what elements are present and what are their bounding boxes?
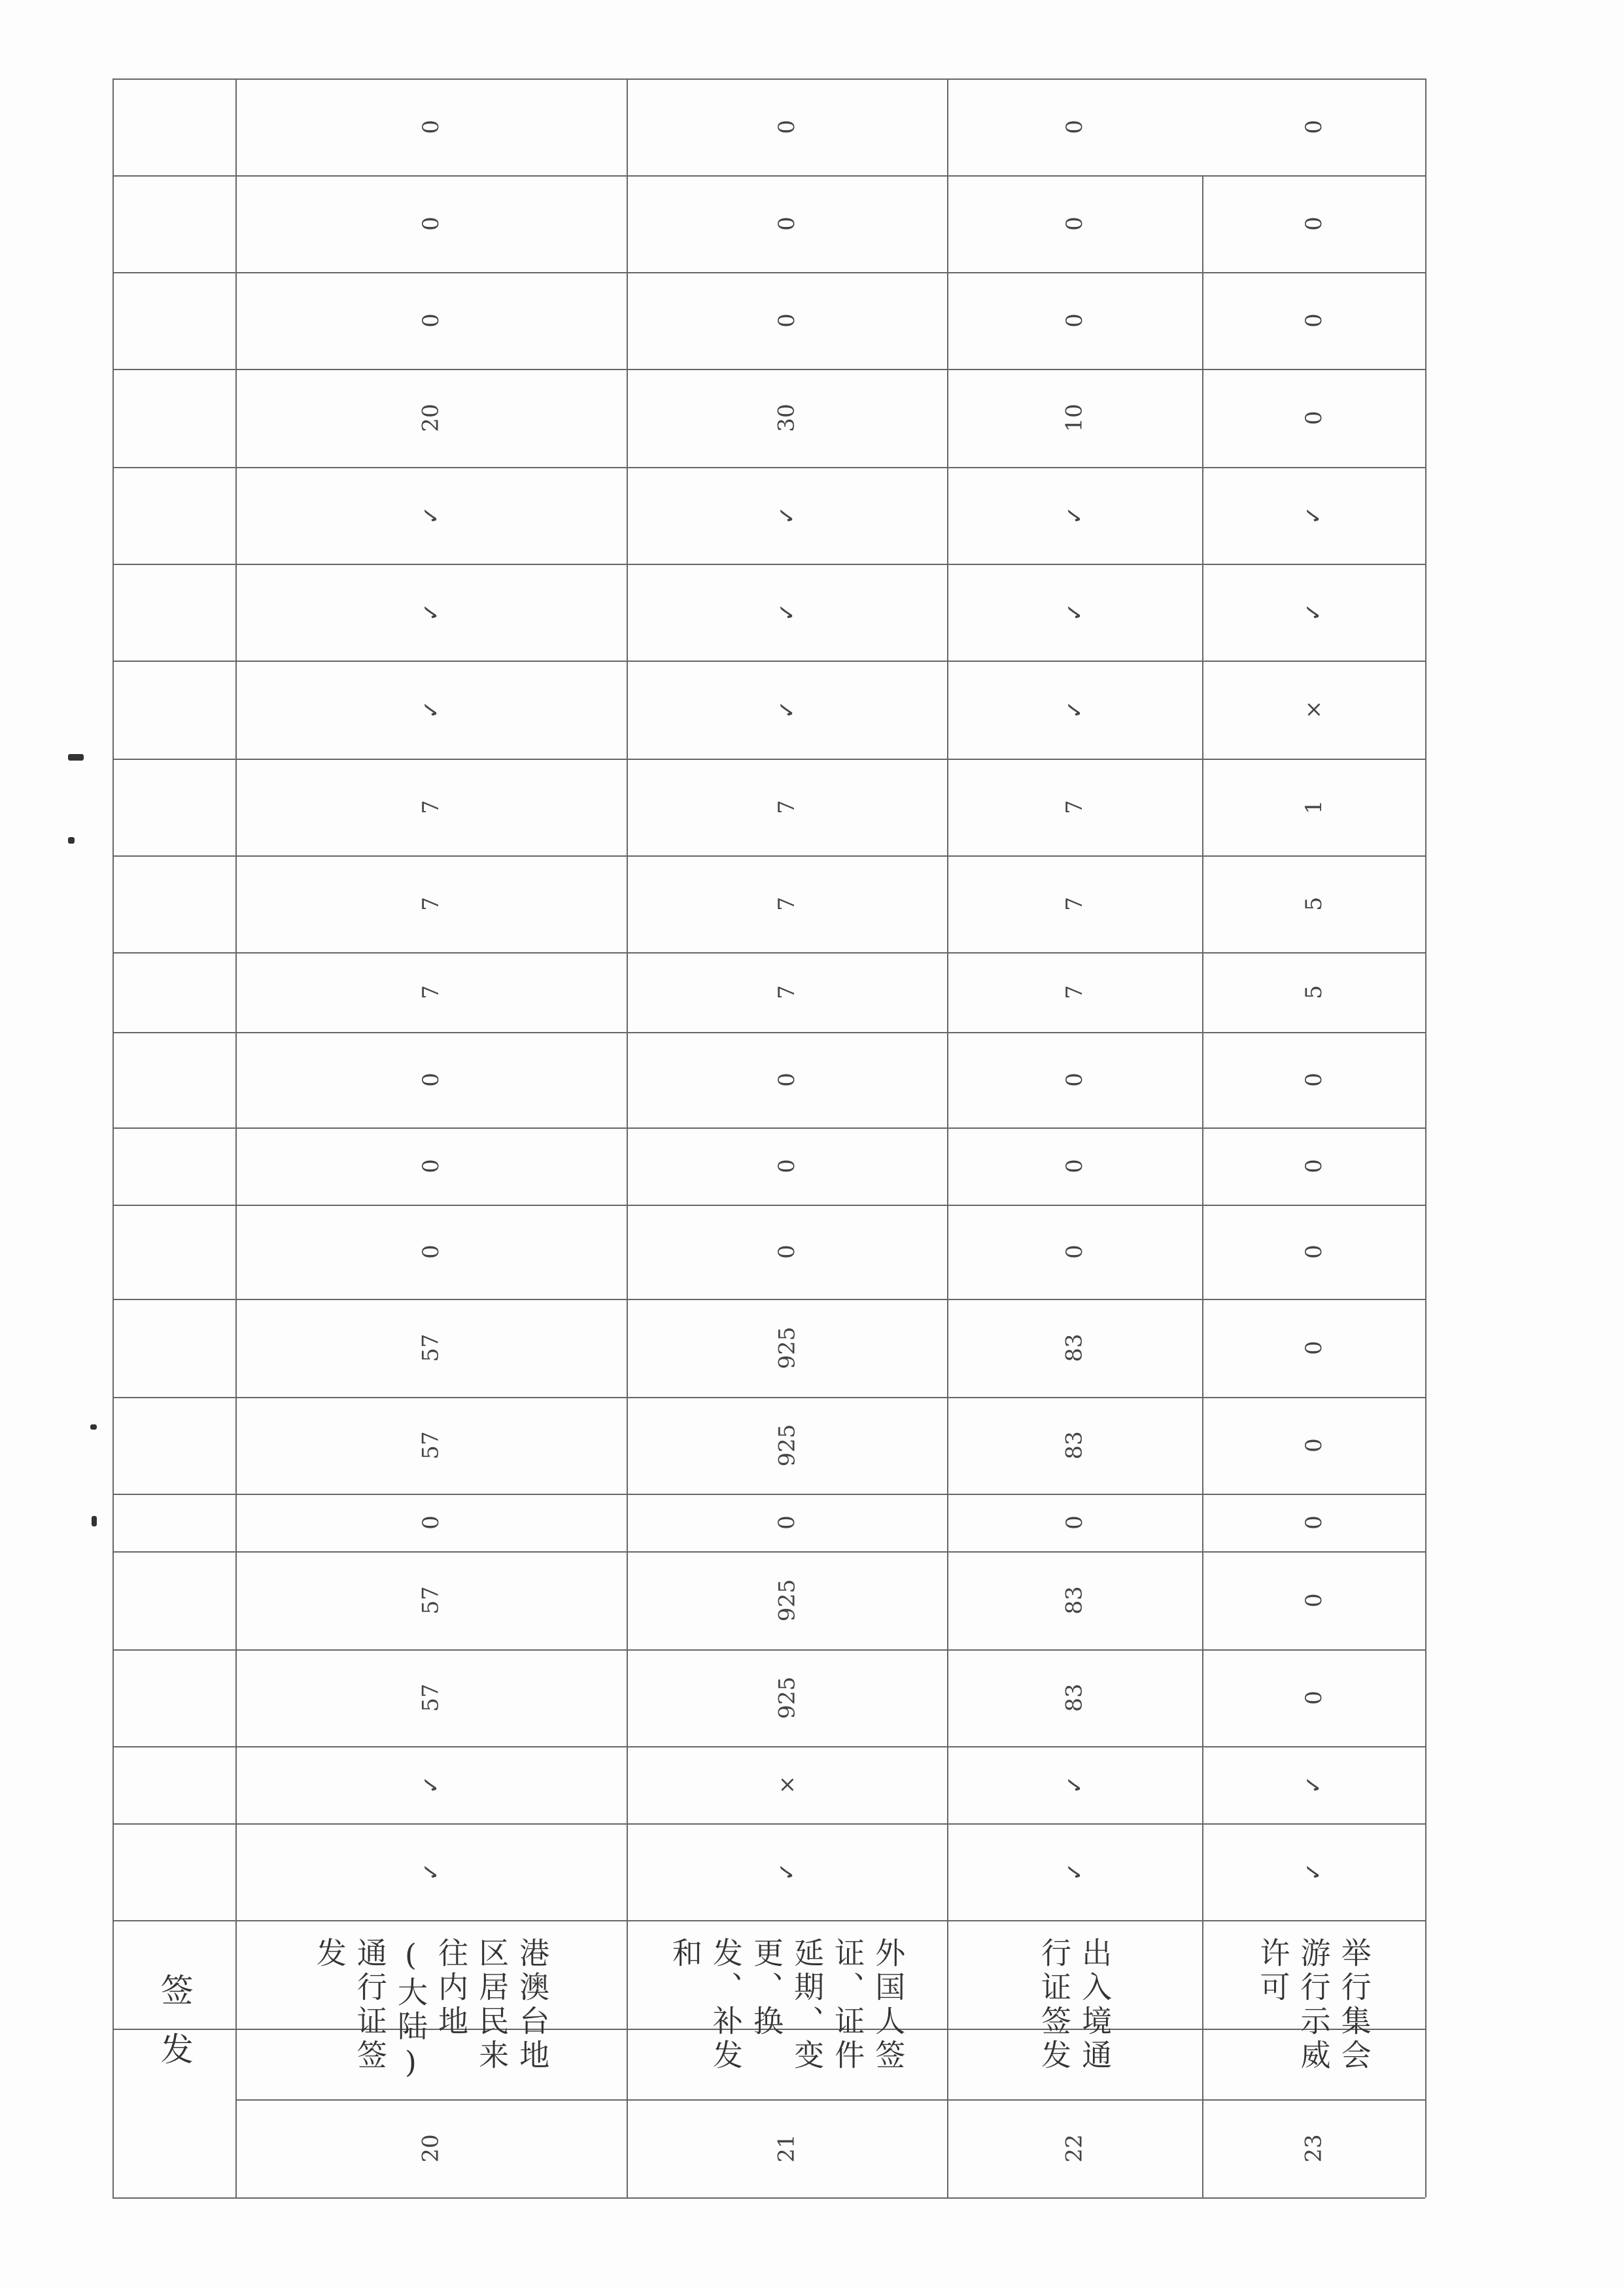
item-index-cell <box>1202 2099 1425 2197</box>
table-cell-value: ✓ <box>1062 1775 1088 1795</box>
table-cell <box>947 1205 1202 1299</box>
table-cell-value: 5 <box>1300 985 1327 999</box>
table-cell-value: 0 <box>417 1073 444 1087</box>
table-cell-value: 7 <box>773 897 800 911</box>
scan-speck <box>68 837 75 844</box>
table-cell-value: ✓ <box>1062 506 1088 525</box>
table-cell <box>1202 1397 1425 1494</box>
table-cell <box>235 1299 627 1397</box>
table-cell-value: 83 <box>1061 1431 1088 1460</box>
table-cell-value: 0 <box>773 313 800 328</box>
table-cell <box>627 759 947 855</box>
item-index: 23 <box>1300 2134 1327 2163</box>
table-cell-value: 57 <box>417 1586 444 1615</box>
table-cell <box>1202 369 1425 467</box>
item-name: 举行集会游行示威许可 <box>1255 1937 1372 2073</box>
table-cell-value: × <box>1300 700 1327 719</box>
table-cell-value: ✓ <box>774 700 800 719</box>
table-cell <box>235 272 627 369</box>
table-cell <box>235 564 627 661</box>
table-cell-value: 20 <box>417 404 444 432</box>
scan-speck <box>92 1516 97 1526</box>
table-cell-value: 0 <box>1300 313 1327 328</box>
table-cell-value: ✓ <box>418 700 444 719</box>
table-cell <box>627 1397 947 1494</box>
table-cell-value: ✓ <box>1062 602 1088 622</box>
table-cell <box>947 1746 1202 1823</box>
table-cell-value: 0 <box>1061 1515 1088 1530</box>
scan-speck <box>68 754 84 761</box>
table-cell-value: 57 <box>417 1333 444 1362</box>
item-name-cell <box>627 1937 947 2094</box>
table-cell-value: 7 <box>417 897 444 911</box>
table-cell <box>235 1551 627 1649</box>
header-label-cell <box>112 1937 235 2127</box>
table-row-rule <box>112 1920 1425 1921</box>
item-index: 20 <box>417 2134 444 2163</box>
table-cell <box>627 175 947 272</box>
table-cell <box>1202 759 1425 855</box>
table-cell-value: 0 <box>773 1515 800 1530</box>
table-cell <box>1202 564 1425 661</box>
table-cell-value: 0 <box>1300 1073 1327 1087</box>
table-cell-value: ✓ <box>1300 602 1327 622</box>
table-cell <box>1202 1127 1425 1205</box>
table-cell <box>235 1823 627 1920</box>
table-cell-value: 0 <box>773 1073 800 1087</box>
table-cell <box>1202 272 1425 369</box>
table-cell <box>235 1746 627 1823</box>
table-cell-value: 10 <box>1061 404 1088 432</box>
item-name-cell <box>947 1937 1202 2094</box>
table-cell-value: 925 <box>774 1676 800 1719</box>
table-cell-value: ✓ <box>418 1775 444 1795</box>
table-cell <box>627 564 947 661</box>
table-cell <box>1202 1823 1425 1920</box>
table-cell <box>627 1649 947 1746</box>
table-cell <box>1202 1494 1425 1551</box>
table-cell <box>1202 661 1425 759</box>
table-cell-value: 0 <box>773 1159 800 1173</box>
table-cell <box>1202 467 1425 564</box>
table-cell <box>627 467 947 564</box>
table-cell-value: ✓ <box>418 1862 444 1882</box>
table-cell <box>1202 1205 1425 1299</box>
table-cell <box>1202 952 1425 1032</box>
table-cell <box>1202 855 1425 952</box>
table-cell-value: 57 <box>417 1431 444 1460</box>
table-cell-value: ✓ <box>774 602 800 622</box>
table-cell-value: 0 <box>417 120 444 134</box>
table-cell <box>235 661 627 759</box>
item-name-cell <box>1202 1937 1425 2094</box>
table-cell <box>627 1746 947 1823</box>
table-cell <box>627 369 947 467</box>
table-cell-value: 83 <box>1061 1333 1088 1362</box>
table-cell <box>947 1551 1202 1649</box>
table-cell-value: 7 <box>1061 985 1088 999</box>
table-cell <box>235 759 627 855</box>
table-cell <box>947 1823 1202 1920</box>
table-cell <box>235 78 627 175</box>
table-cell-value: 0 <box>1300 1438 1327 1453</box>
table-cell-value: 7 <box>417 985 444 999</box>
table-cell <box>947 661 1202 759</box>
table-cell <box>947 564 1202 661</box>
table-cell <box>947 272 1202 369</box>
table-cell <box>627 1032 947 1127</box>
table-cell-value: ✓ <box>418 506 444 525</box>
table-cell-value: 0 <box>1061 1159 1088 1173</box>
table-cell <box>947 1127 1202 1205</box>
table-cell-value: ✓ <box>774 506 800 525</box>
table-cell <box>235 1649 627 1746</box>
table-cell <box>947 1649 1202 1746</box>
scan-speck <box>90 1424 97 1430</box>
table-cell <box>947 175 1202 272</box>
table-cell <box>627 78 947 175</box>
table-cell <box>947 78 1202 175</box>
table-cell-value: 0 <box>1300 1691 1327 1705</box>
table-cell <box>1202 1746 1425 1823</box>
item-name: 外国人签证、证件延期、变更、换发、补发和 <box>667 1937 907 2073</box>
table-cell-value: 0 <box>1300 1245 1327 1259</box>
table-cell-value: ✓ <box>1300 506 1327 525</box>
table-cell <box>947 1494 1202 1551</box>
table-cell-value: 0 <box>1300 1341 1327 1355</box>
table-cell-value: 0 <box>1061 1073 1088 1087</box>
table-cell <box>235 855 627 952</box>
table-cell <box>235 1032 627 1127</box>
table-cell-value: 0 <box>417 1245 444 1259</box>
table-cell <box>235 952 627 1032</box>
table-cell-value: 7 <box>773 800 800 814</box>
table-cell <box>1202 175 1425 272</box>
table-cell <box>627 1823 947 1920</box>
table-cell-value: ✓ <box>1300 1775 1327 1795</box>
item-index-cell <box>947 2099 1202 2197</box>
table-cell <box>235 467 627 564</box>
table-cell-value: 5 <box>1300 897 1327 911</box>
table-cell <box>235 1397 627 1494</box>
table-cell-value: 925 <box>774 1424 800 1467</box>
item-name: 港澳台地区居民来往内地(大陆)通行证签发 <box>311 1937 551 2084</box>
table-cell-value: 0 <box>1300 120 1327 134</box>
table-cell-value: 1 <box>1300 800 1327 814</box>
table-cell-value: 83 <box>1061 1683 1088 1712</box>
table-cell <box>627 952 947 1032</box>
table-cell-value: 0 <box>1061 1245 1088 1259</box>
table-cell-value: ✓ <box>1300 1862 1327 1882</box>
table-cell <box>1202 1032 1425 1127</box>
item-index: 22 <box>1061 2134 1088 2163</box>
rotated-table <box>112 78 1425 2197</box>
table-cell-value: 0 <box>1061 120 1088 134</box>
table-cell <box>627 1299 947 1397</box>
item-name: 出入境通行证签发 <box>1037 1937 1113 2073</box>
table-cell-value: 0 <box>417 216 444 231</box>
table-column-rule <box>1425 78 1426 2197</box>
table-cell-value: 57 <box>417 1683 444 1712</box>
table-cell-value: 7 <box>773 985 800 999</box>
table-cell-value: 0 <box>417 313 444 328</box>
table-cell-value: 925 <box>774 1579 800 1622</box>
table-cell <box>947 1397 1202 1494</box>
table-cell-value: 0 <box>417 1515 444 1530</box>
table-cell-value: × <box>774 1775 800 1795</box>
item-index: 21 <box>773 2134 800 2163</box>
table-cell <box>235 1205 627 1299</box>
table-cell <box>627 855 947 952</box>
table-cell <box>947 1299 1202 1397</box>
table-column-rule <box>112 78 114 2197</box>
table-cell-value: 0 <box>1061 313 1088 328</box>
table-cell-value: 0 <box>1300 1159 1327 1173</box>
table-cell <box>947 855 1202 952</box>
table-cell-value: 7 <box>1061 897 1088 911</box>
table-cell-value: ✓ <box>1062 700 1088 719</box>
item-index-cell <box>235 2099 627 2197</box>
table-cell-value: 0 <box>1300 411 1327 425</box>
table-cell <box>235 1494 627 1551</box>
table-cell-value: 0 <box>1300 216 1327 231</box>
table-cell <box>627 1127 947 1205</box>
table-cell <box>1202 1649 1425 1746</box>
table-cell <box>947 759 1202 855</box>
table-row-rule <box>112 2197 1425 2199</box>
table-cell <box>947 467 1202 564</box>
table-cell-value: 30 <box>773 404 800 432</box>
table-cell-value: 7 <box>1061 800 1088 814</box>
table-cell-value: 0 <box>417 1159 444 1173</box>
table-cell-value: 83 <box>1061 1586 1088 1615</box>
table-cell <box>627 272 947 369</box>
table-cell <box>947 1032 1202 1127</box>
table-cell <box>627 661 947 759</box>
item-index-cell <box>627 2099 947 2197</box>
table-cell <box>947 952 1202 1032</box>
table-cell-value: ✓ <box>418 602 444 622</box>
table-cell <box>1202 1299 1425 1397</box>
table-cell-value: 0 <box>1300 1593 1327 1608</box>
table-cell-value: 7 <box>417 800 444 814</box>
table-cell-value: 925 <box>774 1326 800 1369</box>
table-cell <box>627 1205 947 1299</box>
table-cell <box>1202 78 1425 175</box>
table-cell-value: 0 <box>773 216 800 231</box>
table-cell-value: 0 <box>773 120 800 134</box>
table-cell <box>235 369 627 467</box>
item-name-cell <box>235 1937 627 2094</box>
table-cell-value: ✓ <box>1062 1862 1088 1882</box>
table-cell-value: 0 <box>1061 216 1088 231</box>
table-cell <box>235 1127 627 1205</box>
table-cell <box>627 1494 947 1551</box>
header-label: 签发 <box>155 1973 194 2091</box>
table-cell <box>1202 1551 1425 1649</box>
table-cell-value: 0 <box>1300 1515 1327 1530</box>
table-cell <box>627 1551 947 1649</box>
table-cell-value: 0 <box>773 1245 800 1259</box>
table-cell <box>235 175 627 272</box>
table-cell-value: ✓ <box>774 1862 800 1882</box>
table-cell <box>947 369 1202 467</box>
